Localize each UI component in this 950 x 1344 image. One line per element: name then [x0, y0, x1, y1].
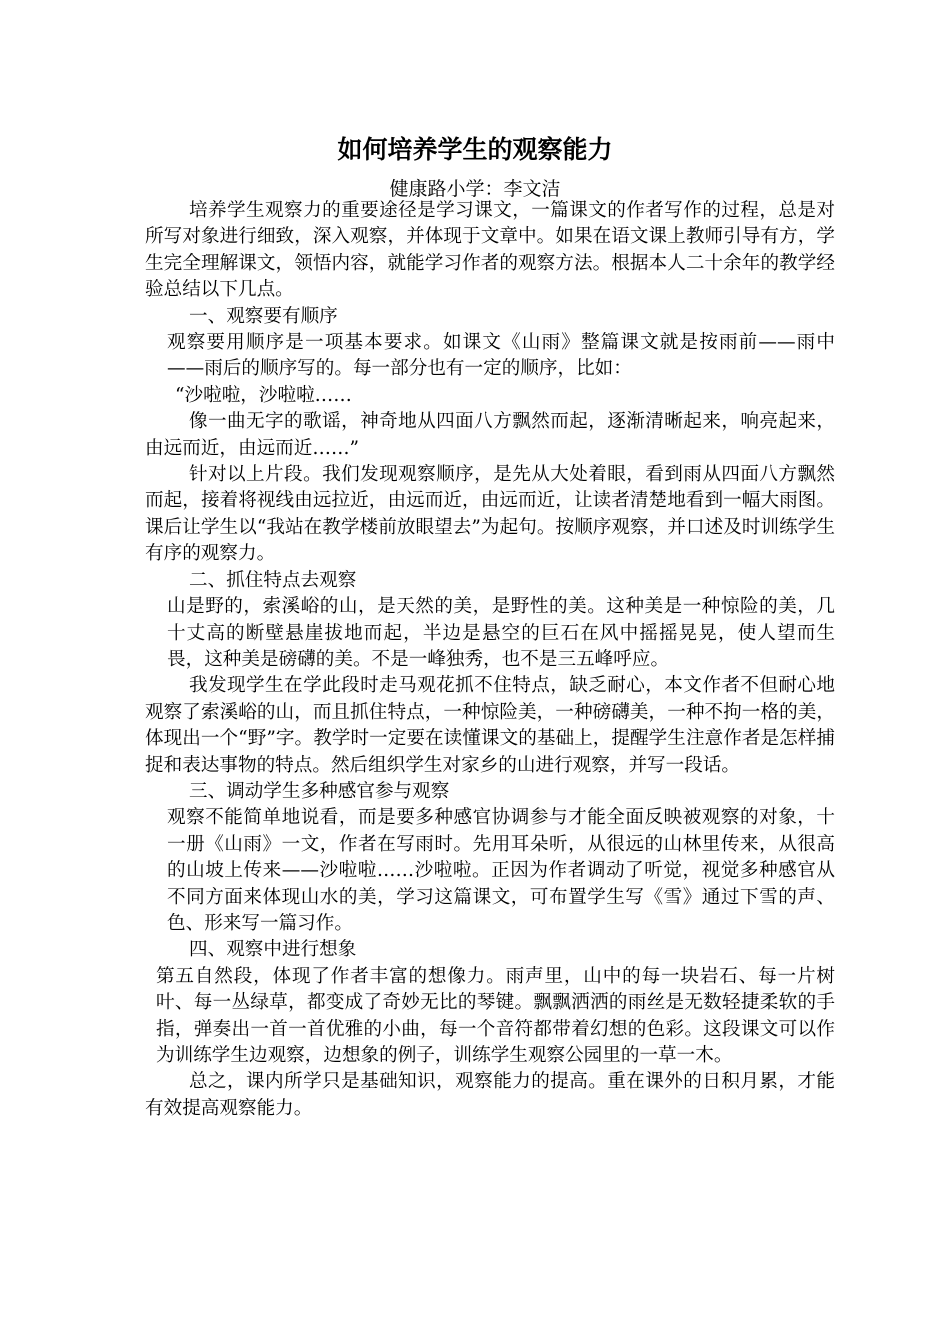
section-heading-3: 三、调动学生多种感官参与观察: [189, 780, 450, 802]
body-paragraph: 观察不能简单地说看，而是要多种感官协调参与才能全面反映被观察的对象，十一册《山雨》一文，作者在写雨时。先用耳朵听，从很远的山林里传来，从很高的山坡上传来——沙啦啦……沙啦啦。正因为作者调动了听觉，视觉多种感官从不同方面来体现山水的美，学习这篇课文，可布置学生写《雪》通过下雪的声、色、形来写一篇习作。: [167, 807, 835, 934]
body-paragraph: 山是野的，索溪峪的山，是天然的美，是野性的美。这种美是一种惊险的美，几十丈高的断壁悬崖拔地而起，半边是悬空的巨石在风中摇摇晃晃，使人望而生畏，这种美是磅礴的美。不是一峰独秀，也不是三五峰呼应。: [167, 596, 835, 670]
quote-line: “沙啦啦，沙啦啦……: [175, 384, 352, 406]
intro-paragraph: 培养学生观察力的重要途径是学习课文，一篇课文的作者写作的过程，总是对所写对象进行细致，深入观察，并体现于文章中。如果在语文课上教师引导有方，学生完全理解课文，领悟内容，就能学习作者的观察方法。根据本人二十余年的教学经验总结以下几点。: [145, 200, 835, 301]
body-paragraph: 观察要用顺序是一项基本要求。如课文《山雨》整篇课文就是按雨前——雨中——雨后的顺序写的。每一部分也有一定的顺序，比如：: [167, 332, 835, 380]
body-paragraph: 第五自然段，体现了作者丰富的想像力。雨声里，山中的每一块岩石、每一片树叶、每一丛绿草，都变成了奇妙无比的琴键。飘飘洒洒的雨丝是无数轻捷柔软的手指，弹奏出一首一首优雅的小曲，每一个音符都带着幻想的色彩。这段课文可以作为训练学生边观察，边想象的例子，训练学生观察公园里的一草一木。: [156, 965, 835, 1066]
document-body: [145, 198, 835, 1122]
conclusion-paragraph: 总之，课内所学只是基础知识，观察能力的提高。重在课外的日积月累，才能有效提高观察能力。: [145, 1071, 835, 1119]
quote-paragraph: 像一曲无字的歌谣，神奇地从四面八方飘然而起，逐渐清晰起来，响亮起来，由远而近，由远而近……”: [145, 411, 835, 459]
body-paragraph: 我发现学生在学此段时走马观花抓不住特点，缺乏耐心，本文作者不但耐心地观察了索溪峪的山，而且抓住特点，一种惊险美，一种磅礴美，一种不拘一格的美，体现出一个“野”字。教学时一定要在读懂课文的基础上，提醒学生注意作者是怎样捕捉和表达事物的特点。然后组织学生对家乡的山进行观察，并写一段话。: [145, 675, 835, 776]
section-heading-4: 四、观察中进行想象: [189, 939, 357, 961]
section-heading-2: 二、抓住特点去观察: [189, 569, 357, 591]
document-title: 如何培养学生的观察能力: [337, 135, 613, 164]
body-paragraph: 针对以上片段。我们发现观察顺序，是先从大处着眼，看到雨从四面八方飘然而起，接着将视线由远拉近，由远而近，由远而近，让读者清楚地看到一幅大雨图。课后让学生以“我站在教学楼前放眼望去”为起句。按顺序观察，并口述及时训练学生有序的观察力。: [145, 464, 835, 565]
section-heading-1: 一、观察要有顺序: [189, 305, 338, 327]
author-byline: 健康路小学：李文洁: [389, 178, 561, 200]
